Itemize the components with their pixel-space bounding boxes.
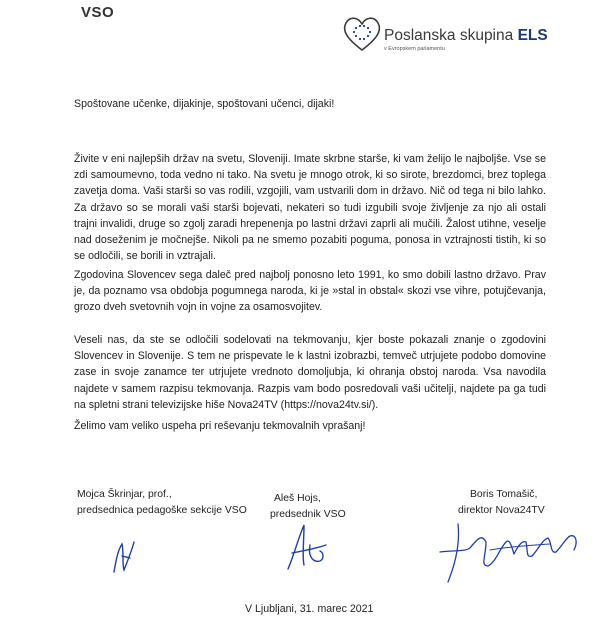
signatory-1 xyxy=(77,487,247,519)
closing-line: Želimo vam veliko uspeha pri reševanju tekmovalnih vprašanj! xyxy=(74,420,366,432)
logo-subtitle: v Evropskem parlamentu xyxy=(384,46,445,52)
greeting: Spoštovane učenke, dijakinje, spoštovani učenci, dijaki! xyxy=(74,98,335,110)
signature-2-image xyxy=(274,515,334,575)
paragraph-3: Veseli nas, da ste se odločili sodelovati na tekmovanju, kjer boste pokazali znanje o zgodovini Slovencev in Slovenije. S tem ne prispevate le k lastni izobrazbi, temveč utrjujete podobo domovine zase in svoje zanamce ter utrjujete vrednoto domoljubja, ki ohranja obstoj naroda. Vsa navodila najdete v samem razpisu tekmovanja. Razpis vam bodo posredovali vaši učitelji, najdete pa ga tudi na spletni strani televizijske hiše Nova24TV (https://nova24tv.si/). xyxy=(74,334,546,411)
paragraph-2: Zgodovina Slovencev sega daleč pred najbolj ponosno leto 1991, ko smo dobili lastno državo. Prav je, da poznamo vsa obdobja pogumnega naroda, ki je »stal in obstal« skozi vse vihre, potujčevanja, grozo dveh svetovnih vojn in vojne za osamosvojitev. xyxy=(74,269,546,314)
logo-title xyxy=(384,27,548,45)
signatory-role: direktor Nova24TV xyxy=(458,505,545,516)
paragraph-1: Živite v eni najlepših držav na svetu, Sloveniji. Imate skrbne starše, ki vam želijo le najboljše. Vse se zdi samoumevno, toda vedno ni tako. Na svetu je mnogo otrok, ki so sirote, brezdomci, brez toplega zavetja doma. Vaši starši so vas rodili, vzgojili, vam ustvarili dom in državo. Nič od tega ni bilo lahko. Za državo so se morali vaši starši bojevati, nekateri so tudi izgubili svoje življenje za njo ali ostali trajni invalidi, druge so zgolj zaradi hrepenenja po lastni državi zaprli ali mučili. Žalost utihne, veselje nad doseženim je močnejše. Nikoli pa ne smemo pozabiti poguma, ponosa in vztrajnosti tistih, ki so se odločili, se borili in vztrajali. xyxy=(74,153,546,263)
signatory-name: Boris Tomašič, xyxy=(470,489,538,500)
signatory-role: predsednica pedagoške sekcije VSO xyxy=(77,505,247,516)
heart-stars-icon xyxy=(340,14,384,54)
signature-1-image xyxy=(100,520,150,580)
place-and-date: V Ljubljani, 31. marec 2021 xyxy=(245,603,374,615)
signature-3-image xyxy=(430,512,590,592)
vso-header: VSO xyxy=(81,4,115,21)
signatory-name: Aleš Hojs, xyxy=(274,493,321,504)
signatory-name: Mojca Škrinjar, prof., xyxy=(77,489,172,500)
logo-name-text: Poslanska skupina xyxy=(384,27,514,44)
logo-els-text: ELS xyxy=(517,27,548,44)
els-logo xyxy=(340,14,570,58)
signatory-role: predsednik VSO xyxy=(270,509,346,520)
